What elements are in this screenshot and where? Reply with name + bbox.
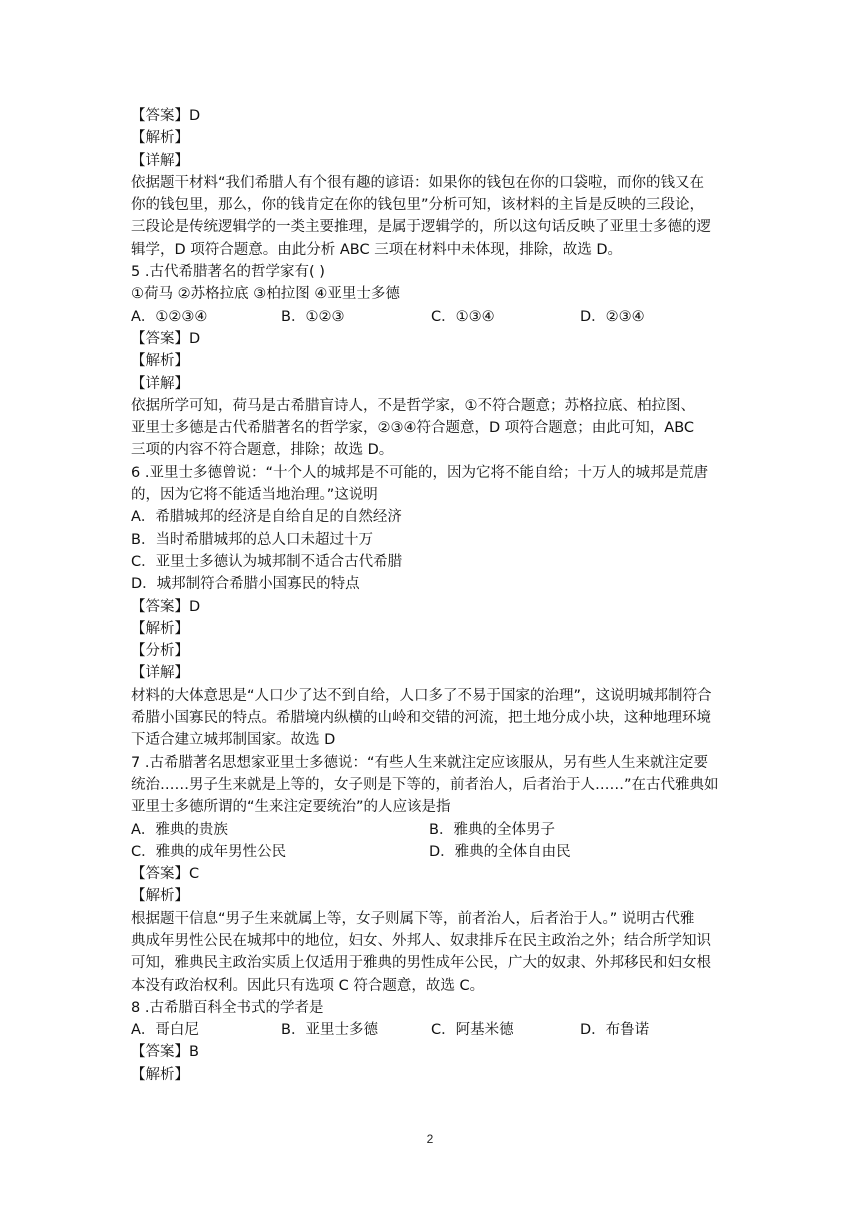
- text-line: 【详解】: [131, 375, 189, 392]
- option-d: D．②③④: [580, 308, 645, 325]
- text-line: 【解析】: [131, 353, 189, 370]
- option-b: B．雅典的全体男子: [429, 821, 555, 838]
- block-q5-answer-q6: [131, 328, 731, 819]
- text-line: 【答案】D: [131, 598, 201, 615]
- option-d: D．城邦制符合希腊小国寡民的特点: [131, 576, 360, 593]
- text-line: 三段论是传统逻辑学的一类主要推理，是属于逻辑学的，所以这句话反映了亚里士多德的逻: [131, 219, 711, 236]
- option-a: A．①②③④: [131, 308, 208, 325]
- page-number: 2: [426, 1132, 434, 1146]
- question-8-stem: 8 .古希腊百科全书式的学者是: [131, 999, 324, 1016]
- text-line: 【解析】: [131, 130, 189, 147]
- text-line: 【分析】: [131, 643, 189, 660]
- text-line: 本没有政治权利。因此只有选项 C 符合题意，故选 C。: [131, 977, 485, 994]
- question-7-options-row: [131, 819, 731, 841]
- text-line: 辑学，D 项符合题意。由此分析 ABC 三项在材料中未体现，排除，故选 D。: [131, 241, 623, 258]
- option-a: A．哥白尼: [131, 1022, 199, 1039]
- text-line: 【答案】C: [131, 866, 200, 883]
- text-line: 材料的大体意思是“人口少了达不到自给，人口多了不易于国家的治理”，这说明城邦制符合: [131, 687, 712, 704]
- question-6-stem: 6 .亚里士多德曾说：“十个人的城邦是不可能的，因为它将不能自给；十万人的城邦是荒唐: [131, 464, 708, 481]
- text-line: 三项的内容不符合题意，排除；故选 D。: [131, 442, 394, 459]
- question-7-stem: 统治……男子生来就是上等的，女子则是下等的，前者治人，后者治于人……”在古代雅典如: [131, 776, 719, 793]
- text-line: 亚里士多德是古代希腊著名的哲学家，②③④符合题意，D 项符合题意；由此可知，ABC: [131, 420, 695, 437]
- question-7-stem: 亚里士多德所谓的“生来注定要统治”的人应该是指: [131, 799, 451, 816]
- text-line: 【答案】D: [131, 108, 201, 124]
- text-line: 下适合建立城邦制国家。故选 D: [131, 732, 336, 749]
- text-line: 依据所学可知，荷马是古希腊盲诗人，不是哲学家，①不符合题意；苏格拉底、柏拉图、: [131, 397, 695, 414]
- question-8-options: [131, 1019, 731, 1041]
- page-content: [131, 105, 731, 1086]
- text-line: 【解析】: [131, 620, 189, 637]
- question-7-options-row: [131, 841, 731, 863]
- text-line: 你的钱包里，那么，你的钱肯定在你的钱包里”分析可知，该材料的主旨是反映的三段论，: [131, 197, 705, 214]
- question-5-items: ①荷马 ②苏格拉底 ③柏拉图 ④亚里士多德: [131, 286, 400, 303]
- option-b: B．当时希腊城邦的总人口未超过十万: [131, 531, 373, 548]
- text-line: 根据题干信息“男子生来就属上等，女子则属下等，前者治人，后者治于人。” 说明古代雅: [131, 910, 695, 927]
- text-line: 可知，雅典民主政治实质上仅适用于雅典的男性成年公民，广大的奴隶、外邦移民和妇女根: [131, 955, 711, 972]
- text-line: 【答案】B: [131, 1044, 199, 1061]
- option-b: B．①②③: [281, 308, 345, 325]
- option-c: C．①③④: [431, 308, 495, 325]
- option-b: B．亚里士多德: [281, 1022, 378, 1039]
- question-5-stem: 5 .古代希腊著名的哲学家有( ): [131, 264, 325, 281]
- option-c: C．阿基米德: [431, 1022, 514, 1039]
- text-line: 【详解】: [131, 152, 189, 169]
- block-q7-answer-q8: [131, 863, 731, 1019]
- text-line: 【解析】: [131, 888, 189, 905]
- block-q4-answer: [131, 105, 731, 306]
- option-a: A．希腊城邦的经济是自给自足的自然经济: [131, 509, 402, 526]
- text-line: 希腊小国寡民的特点。希腊境内纵横的山岭和交错的河流，把土地分成小块，这种地理环境: [131, 710, 711, 727]
- question-5-options: [131, 306, 731, 328]
- option-d: D．布鲁诺: [580, 1022, 650, 1039]
- option-d: D．雅典的全体自由民: [429, 843, 571, 860]
- text-line: 依据题干材料“我们希腊人有个很有趣的谚语：如果你的钱包在你的口袋啦，而你的钱又在: [131, 174, 705, 191]
- text-line: 典成年男性公民在城邦中的地位，妇女、外邦人、奴隶排斥在民主政治之外；结合所学知识: [131, 932, 711, 949]
- question-7-stem: 7 .古希腊著名思想家亚里士多德说：“有些人生来就注定应该服从，另有些人生来就注定要: [131, 754, 708, 771]
- option-c: C．雅典的成年男性公民: [131, 843, 287, 860]
- text-line: 【详解】: [131, 665, 189, 682]
- option-a: A．雅典的贵族: [131, 821, 228, 838]
- block-q8-answer: [131, 1041, 731, 1086]
- question-6-stem: 的，因为它将不能适当地治理。”这说明: [131, 487, 378, 504]
- option-c: C．亚里士多德认为城邦制不适合古代希腊: [131, 553, 403, 570]
- text-line: 【解析】: [131, 1066, 189, 1083]
- text-line: 【答案】D: [131, 330, 201, 347]
